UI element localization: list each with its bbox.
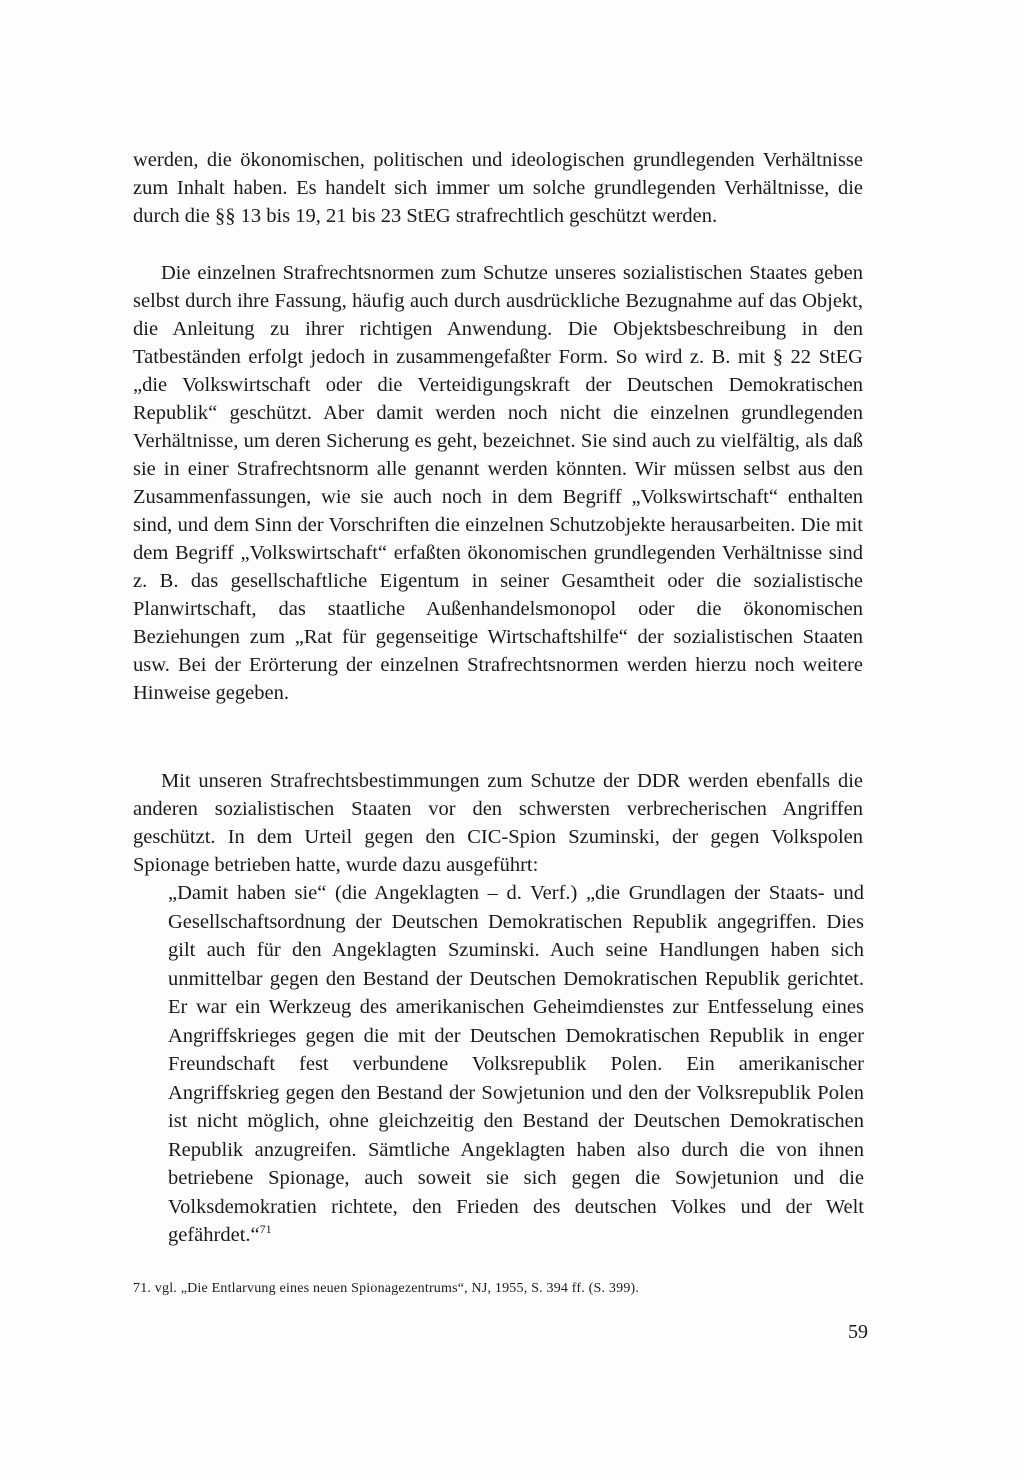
paragraph-text: werden, die ökonomischen, politischen und ideologischen grundlegenden Verhältnisse zum Inhalt haben. Es handelt sich immer um solche grundlegenden Verhältnisse, die durch die §§ 13 bis 19, 21 bis 23 StEG strafrechtlich geschützt werden. xyxy=(133,149,863,227)
paragraph-text: Die einzelnen Strafrechtsnormen zum Schutze unseres sozialistischen Staates geben selbst durch ihre Fassung, häufig auch durch ausdrückliche Bezugnahme auf das Objekt, die Anleitung zu ihrer richtigen Anwendung. Die Objektsbeschreibung in den Tatbeständen erfolgt jedoch in zusammengefaßter Form. So wird z. B. mit § 22 StEG „die Volkswirtschaft oder die Verteidigungskraft der Deutschen Demokratischen Republik“ geschützt. Aber damit werden noch nicht die einzelnen grundlegenden Verhältnisse, um deren Sicherung es geht, bezeichnet. Sie sind auch zu vielfältig, als daß sie in einer Strafrechtsnorm alle genannt werden könnten. Wir müssen selbst aus den Zusammenfassungen, wie sie auch noch in dem Begriff „Volkswirtschaft“ enthalten sind, und dem Sinn der Vorschriften die einzelnen Schutzobjekte herausarbeiten. Die mit dem Begriff „Volkswirtschaft“ erfaßten ökonomischen grundlegenden Verhältnisse sind z. B. das gesellschaftliche Eigentum in seiner Gesamtheit oder die sozialistische Planwirtschaft, das staatliche Außenhandelsmonopol oder die ökonomischen Beziehungen zum „Rat für gegenseitige Wirtschaftshilfe“ der sozialistischen Staaten usw. Bei der Erörterung der einzelnen Strafrechtsnormen werden hierzu noch weitere Hinweise gegeben. xyxy=(133,262,863,704)
paragraph-objects xyxy=(133,259,863,707)
quote-text: „Damit haben sie“ (die Angeklagten – d. Verf.) „die Grundlagen der Staats- und Gesellschaftsordnung der Deutschen Demokratischen Republik angegriffen. Dies gilt auch für den Angeklagten Szuminski. Auch seine Handlungen haben sich unmittelbar gegen den Bestand der Deutschen Demokratischen Republik gerichtet. Er war ein Werkzeug des amerikanischen Geheimdienstes zur Entfesselung eines Angriffskrieges gegen die mit der Deutschen Demokratischen Republik in enger Freundschaft fest verbundene Volksrepublik Polen. Ein amerikanischer Angriffskrieg gegen den Bestand der Sowjetunion und den der Volksrepublik Polen ist nicht möglich, ohne gleichzeitig den Bestand der Deutschen Demokratischen Republik anzugreifen. Sämtliche Angeklagten haben also durch die von ihnen betriebene Spionage, auch soweit sie sich gegen die Sowjetunion und die Volksdemokratien richtete, den Frieden des deutschen Volkes und der Welt gefährdet.“ xyxy=(168,882,864,1246)
page-number: 59 xyxy=(848,1321,868,1343)
footnote-reference: 71 xyxy=(259,1222,272,1237)
footnote: 71. vgl. „Die Entlarvung eines neuen Spionagezentrums“, NJ, 1955, S. 394 ff. (S. 399). xyxy=(133,1281,640,1296)
court-quote xyxy=(168,879,864,1250)
paragraph-socialist-states xyxy=(133,767,863,879)
quote-body xyxy=(168,879,864,1250)
paragraph-continuation xyxy=(133,146,863,230)
paragraph-text: Mit unseren Strafrechtsbestimmungen zum Schutze der DDR werden ebenfalls die anderen sozialistischen Staaten vor den schwersten verbrecherischen Angriffen geschützt. In dem Urteil gegen den CIC-Spion Szuminski, der gegen Volkspolen Spionage betrieben hatte, wurde dazu ausgeführt: xyxy=(133,770,863,876)
